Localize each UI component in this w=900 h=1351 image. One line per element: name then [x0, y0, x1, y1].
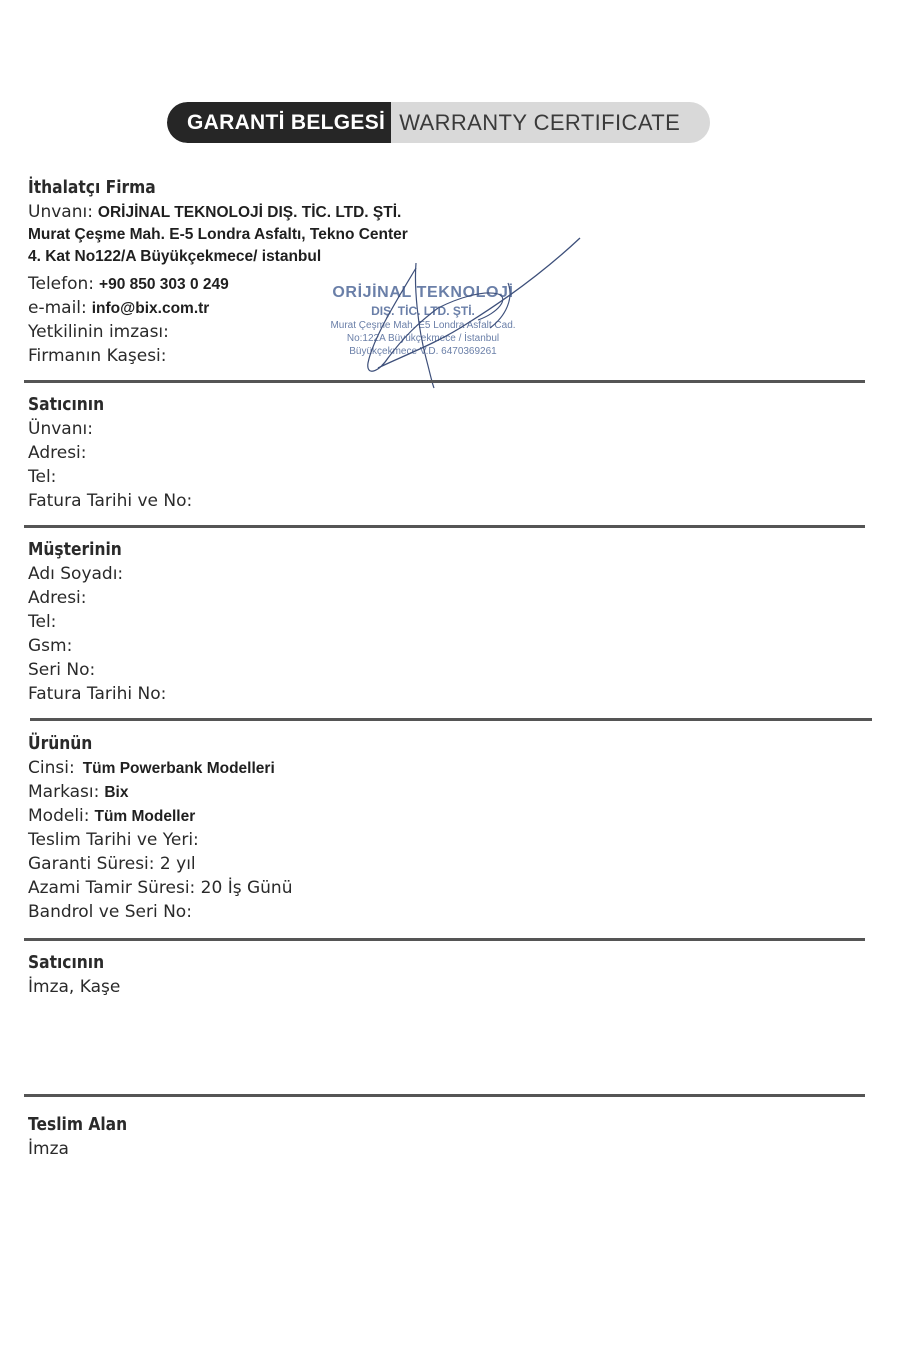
importer-phone-value: +90 850 303 0 249 [99, 276, 229, 293]
product-model-label: Modeli: [28, 806, 90, 826]
stamp-line5: Büyükçekmece V.D. 6470369261 [349, 346, 497, 357]
seller-section [28, 393, 192, 513]
certificate-header [167, 102, 710, 143]
product-model-row [28, 804, 292, 828]
customer-field: Tel: [28, 612, 57, 632]
importer-address-line1: Murat Çeşme Mah. E-5 Londra Asfaltı, Tekno Center [28, 226, 408, 243]
seller-sign-title: Satıcının [28, 952, 105, 973]
importer-email-label: e-mail: [28, 298, 87, 318]
product-repair-row: Azami Tamir Süresi: 20 İş Günü [28, 878, 293, 898]
product-brand-label: Markası: [28, 782, 100, 802]
customer-field: Gsm: [28, 636, 73, 656]
product-banderol-row: Bandrol ve Seri No: [28, 902, 192, 922]
product-type-value: Tüm Powerbank Modelleri [82, 760, 275, 777]
product-type-label: Cinsi: [28, 758, 75, 778]
seller-sign-label: İmza, Kaşe [28, 977, 121, 997]
product-delivery-row: Teslim Tarihi ve Yeri: [28, 830, 199, 850]
importer-address-line2: 4. Kat No122/A Büyükçekmece/ istanbul [28, 248, 322, 265]
product-section [28, 732, 292, 924]
receiver-title: Teslim Alan [28, 1114, 128, 1135]
company-stamp [318, 228, 598, 398]
divider-2 [24, 525, 865, 528]
customer-field: Fatura Tarihi No: [28, 684, 167, 704]
importer-name-value: ORİJİNAL TEKNOLOJİ DIŞ. TİC. LTD. ŞTİ. [97, 204, 402, 221]
importer-name-row [28, 200, 408, 224]
product-type-row [28, 756, 292, 780]
customer-field: Adı Soyadı: [28, 564, 124, 584]
receiver-sign-label: İmza [28, 1139, 69, 1159]
divider-4 [24, 938, 865, 941]
customer-field: Seri No: [28, 660, 96, 680]
seller-field: Ünvanı: [28, 419, 93, 439]
importer-name-label: Unvanı: [28, 202, 93, 222]
customer-section [28, 538, 166, 706]
seller-title: Satıcının [28, 394, 105, 415]
customer-title: Müşterinin [28, 539, 122, 560]
importer-email-value: info@bix.com.tr [91, 300, 210, 317]
importer-title: İthalatçı Firma [28, 177, 156, 198]
receiver-section [28, 1113, 143, 1161]
stamp-line4: No:122A Büyükçekmece / İstanbul [346, 333, 500, 344]
seller-sign-section [28, 951, 120, 999]
stamp-line1: ORİJİNAL TEKNOLOJİ [332, 284, 514, 301]
seller-field: Tel: [28, 467, 57, 487]
handwritten-signature [318, 228, 598, 398]
product-brand-value: Bix [104, 784, 129, 801]
product-brand-row [28, 780, 292, 804]
customer-field: Adresi: [28, 588, 87, 608]
divider-3 [30, 718, 872, 721]
product-warranty-row: Garanti Süresi: 2 yıl [28, 854, 196, 874]
header-title-en: WARRANTY CERTIFICATE [399, 109, 681, 135]
importer-signature-label: Yetkilinin imzası: [28, 322, 169, 342]
product-title: Ürünün [28, 733, 93, 754]
seller-field: Fatura Tarihi ve No: [28, 491, 193, 511]
stamp-line2: DIŞ. TİC. LTD. ŞTİ. [371, 304, 475, 318]
importer-stamp-label: Firmanın Kaşesi: [28, 346, 167, 366]
seller-field: Adresi: [28, 443, 87, 463]
product-model-value: Tüm Modeller [94, 808, 196, 825]
header-title-tr: GARANTİ BELGESİ [167, 102, 391, 143]
stamp-line3: Murat Çeşme Mah. E5 Londra Asfalt Cad. [330, 320, 516, 331]
divider-5 [24, 1094, 865, 1097]
importer-phone-label: Telefon: [28, 274, 95, 294]
divider-1 [24, 380, 865, 383]
